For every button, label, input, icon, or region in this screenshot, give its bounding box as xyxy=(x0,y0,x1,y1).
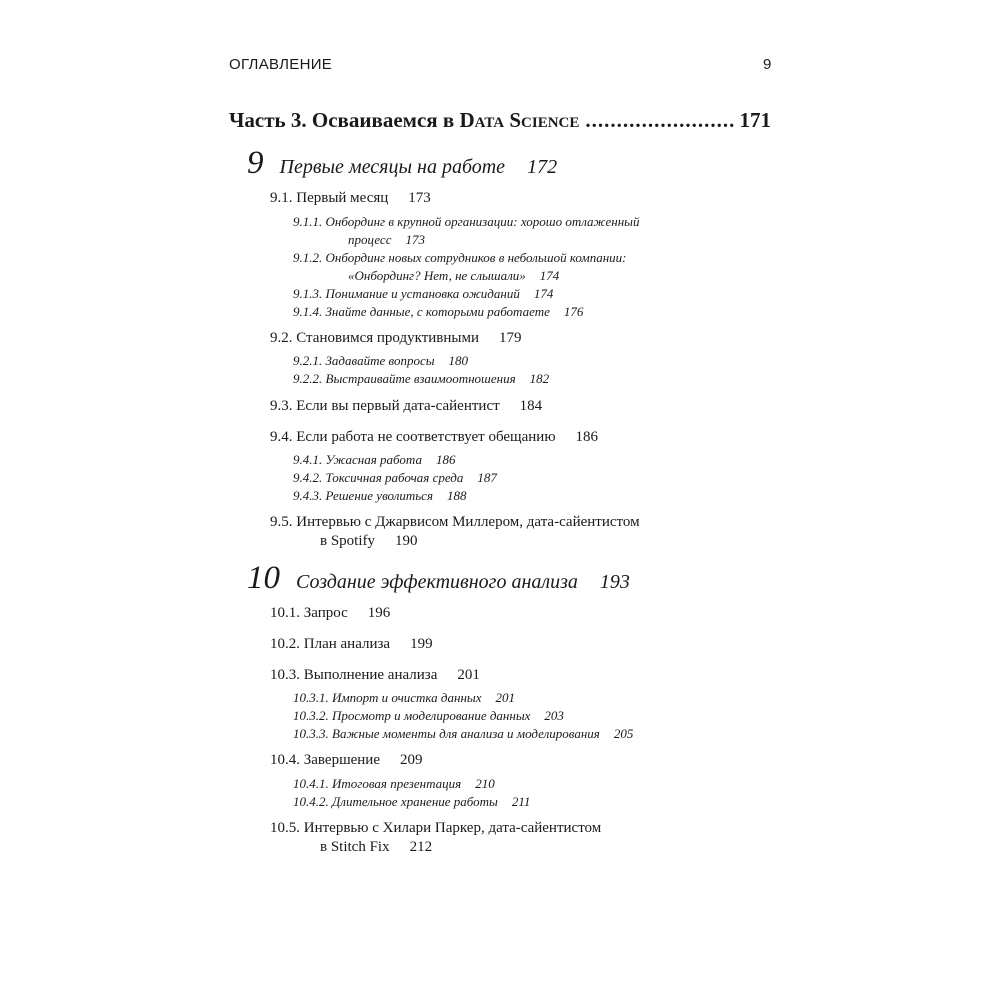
subsection-title: Ужасная работа xyxy=(325,452,422,467)
subsection-page: 173 xyxy=(405,232,425,247)
subsection-title-continued: «Онбординг? Нет, не слышали» xyxy=(348,268,526,283)
subsection-entry xyxy=(293,707,564,725)
subsection-entry xyxy=(293,370,549,388)
subsection-title: Важные моменты для анализа и моделирования xyxy=(332,726,600,741)
section-entry xyxy=(270,513,640,551)
subsection-number: 10.4.1. xyxy=(293,776,329,791)
section-number: 9.4. xyxy=(270,429,293,445)
subsection-title: Знайте данные, с которыми работаете xyxy=(325,304,550,319)
section-title: Выполнение анализа xyxy=(303,667,438,683)
subsection-page: 176 xyxy=(563,304,584,319)
subsection-page: 182 xyxy=(529,371,550,386)
chapter-page: 193 xyxy=(599,571,630,593)
section-title: Становимся продуктивными xyxy=(296,330,479,346)
section-title: Если вы первый дата-сайентист xyxy=(296,398,500,414)
chapter-number: 9 xyxy=(247,145,264,181)
section-entry xyxy=(270,189,431,208)
chapter-heading xyxy=(247,560,630,597)
section-page: 190 xyxy=(395,533,418,549)
subsection-number: 9.1.2. xyxy=(293,250,323,265)
section-page: 186 xyxy=(575,429,599,445)
section-title: Первый месяц xyxy=(296,190,389,206)
subsection-entry xyxy=(293,469,497,487)
running-title: ОГЛАВЛЕНИЕ xyxy=(229,56,333,73)
subsection-number: 10.3.2. xyxy=(293,708,329,723)
section-entry xyxy=(270,604,390,623)
subsection-entry xyxy=(293,725,633,743)
subsection-page: 211 xyxy=(511,794,531,809)
subsection-number: 9.1.3. xyxy=(293,286,323,301)
part-title xyxy=(229,108,579,133)
section-entry xyxy=(270,666,480,685)
subsection-entry xyxy=(293,352,468,370)
section-number: 10.2. xyxy=(270,636,300,652)
section-page: 196 xyxy=(367,605,391,621)
subsection-page: 203 xyxy=(544,708,564,723)
subsection-title: Итоговая презентация xyxy=(332,776,462,791)
subsection-entry xyxy=(293,689,515,707)
page-number: 9 xyxy=(763,56,772,73)
section-entry xyxy=(270,635,433,654)
subsection-page: 210 xyxy=(475,776,495,791)
section-entry xyxy=(270,819,601,857)
subsection-entry xyxy=(293,285,553,303)
chapter-page: 172 xyxy=(527,156,558,178)
section-page: 173 xyxy=(408,190,431,206)
section-entry xyxy=(270,428,598,447)
section-number: 9.5. xyxy=(270,514,293,530)
part-title-prefix: Часть 3. Осваиваемся в xyxy=(229,108,460,132)
section-title: Интервью с Хилари Паркер, дата-сайентистом xyxy=(303,820,602,836)
section-title: Завершение xyxy=(303,752,380,768)
subsection-number: 9.4.3. xyxy=(293,488,323,503)
section-entry xyxy=(270,397,542,416)
section-page: 212 xyxy=(409,839,433,855)
subsection-title: Длительное хранение работы xyxy=(332,794,498,809)
section-page: 209 xyxy=(400,752,423,768)
subsection-entry xyxy=(293,775,495,793)
section-title: План анализа xyxy=(303,636,391,652)
section-entry xyxy=(270,329,522,348)
section-title-continued: в Stitch Fix xyxy=(320,839,390,855)
subsection-title-continued: процесс xyxy=(348,232,392,247)
section-page: 184 xyxy=(519,398,543,414)
section-page: 179 xyxy=(499,330,522,346)
subsection-number: 10.3.3. xyxy=(293,726,329,741)
subsection-title: Онбординг новых сотрудников в небольшой компании: xyxy=(325,250,627,265)
section-number: 10.3. xyxy=(270,667,300,683)
subsection-page: 174 xyxy=(533,286,554,301)
subsection-page: 174 xyxy=(539,268,560,283)
subsection-number: 9.1.4. xyxy=(293,304,323,319)
chapter-title: Первые месяцы на работе xyxy=(279,156,506,178)
subsection-number: 9.4.1. xyxy=(293,452,323,467)
chapter-number: 10 xyxy=(247,560,280,596)
subsection-page: 201 xyxy=(495,690,515,705)
section-number: 9.1. xyxy=(270,190,293,206)
subsection-title: Онбординг в крупной организации: хорошо отлаженный xyxy=(325,214,640,229)
section-page: 199 xyxy=(410,636,433,652)
subsection-entry xyxy=(293,303,583,321)
section-number: 9.3. xyxy=(270,398,293,414)
subsection-title: Решение уволиться xyxy=(325,488,433,503)
subsection-title: Задавайте вопросы xyxy=(325,353,435,368)
section-number: 10.5. xyxy=(270,820,300,836)
subsection-number: 9.2.2. xyxy=(293,371,323,386)
section-number: 9.2. xyxy=(270,330,293,346)
subsection-title: Импорт и очистка данных xyxy=(332,690,482,705)
part-page: 171 xyxy=(739,108,771,132)
subsection-number: 9.1.1. xyxy=(293,214,323,229)
subsection-title: Выстраивайте взаимоотношения xyxy=(325,371,516,386)
subsection-title: Просмотр и моделирование данных xyxy=(332,708,531,723)
section-title-continued: в Spotify xyxy=(320,533,376,549)
part-heading xyxy=(229,108,771,133)
subsection-page: 187 xyxy=(477,470,497,485)
section-page: 201 xyxy=(457,667,480,683)
section-entry xyxy=(270,751,423,770)
subsection-page: 180 xyxy=(448,353,469,368)
chapter-title: Создание эффективного анализа xyxy=(296,571,578,593)
part-title-smallcaps: Data Science xyxy=(459,108,580,132)
subsection-entry xyxy=(293,213,639,249)
subsection-entry xyxy=(293,451,455,469)
chapter-heading xyxy=(247,145,557,182)
subsection-number: 10.4.2. xyxy=(293,794,329,809)
dot-leader xyxy=(585,108,733,133)
subsection-number: 9.4.2. xyxy=(293,470,323,485)
section-title: Если работа не соответствует обещанию xyxy=(296,429,556,445)
section-title: Запрос xyxy=(303,605,348,621)
subsection-entry xyxy=(293,249,627,285)
section-number: 10.4. xyxy=(270,752,300,768)
subsection-title: Токсичная рабочая среда xyxy=(325,470,464,485)
subsection-title: Понимание и установка ожиданий xyxy=(325,286,520,301)
subsection-entry xyxy=(293,793,530,811)
subsection-page: 205 xyxy=(613,726,634,741)
subsection-page: 188 xyxy=(447,488,467,503)
subsection-entry xyxy=(293,487,467,505)
subsection-number: 10.3.1. xyxy=(293,690,329,705)
subsection-page: 186 xyxy=(435,452,456,467)
section-title: Интервью с Джарвисом Миллером, дата-сайентистом xyxy=(296,514,640,530)
subsection-number: 9.2.1. xyxy=(293,353,323,368)
section-number: 10.1. xyxy=(270,605,300,621)
